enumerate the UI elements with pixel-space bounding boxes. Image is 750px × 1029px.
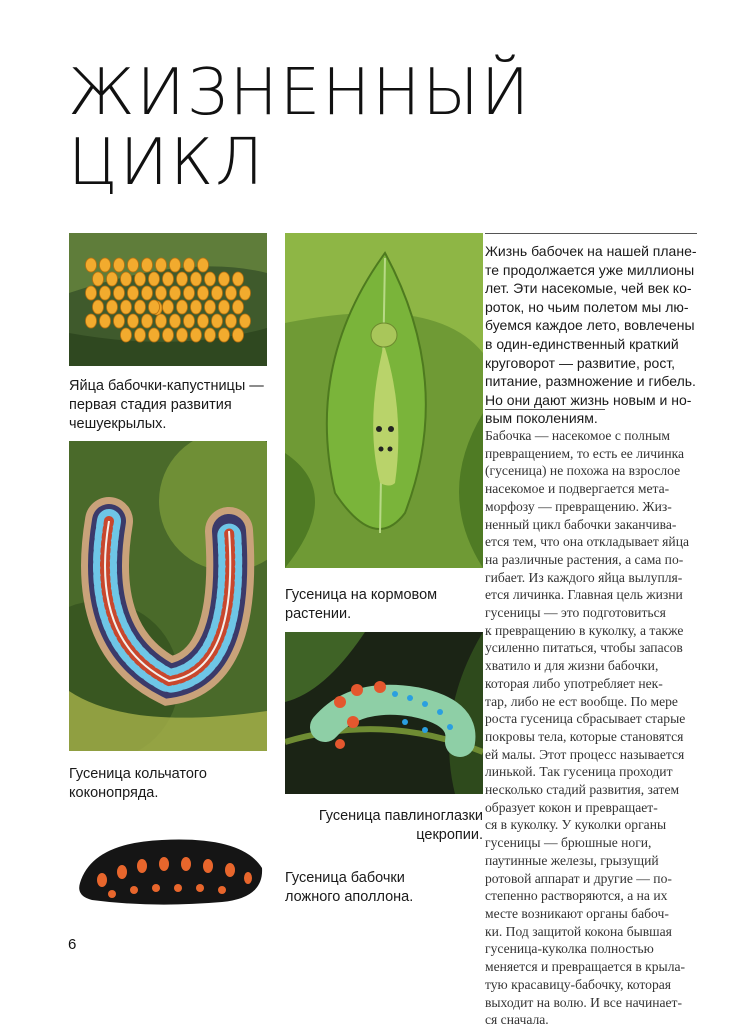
- lead-bottom-rule: [485, 409, 605, 410]
- egg-shape: [156, 258, 167, 272]
- lead-line: вым поколениям.: [485, 410, 598, 427]
- egg-shape: [184, 314, 195, 328]
- body-line: гусеницы — брюшные ноги,: [485, 835, 652, 851]
- egg-shape: [163, 328, 174, 342]
- body-line: линькой. Так гусеница проходит: [485, 764, 673, 780]
- body-line: морфозу — превращению. Жиз-: [485, 498, 672, 514]
- egg-shape: [149, 300, 160, 314]
- body-line: меняется и превращается в крыла-: [485, 959, 686, 975]
- caption-line: цекропии.: [416, 827, 483, 843]
- egg-shape: [226, 286, 237, 300]
- egg-shape: [128, 286, 139, 300]
- body-line: которая либо употребляет нек-: [485, 675, 663, 691]
- egg-shape: [184, 286, 195, 300]
- caption-ringed-caterpillar: [69, 765, 269, 803]
- body-line: ся сначала.: [485, 1012, 549, 1028]
- body-line: насекомое и подвергается мета-: [485, 481, 670, 497]
- body-line: ся в куколку. У куколки органы: [485, 817, 667, 833]
- body-line: гибает. Из каждого яйца вылупля-: [485, 569, 683, 585]
- body-line: ротовой аппарат и другие — по-: [485, 870, 672, 886]
- egg-shape: [198, 314, 209, 328]
- egg-shape: [170, 258, 181, 272]
- egg-shape: [205, 272, 216, 286]
- egg-shape: [233, 300, 244, 314]
- page-number: 6: [68, 936, 77, 953]
- lead-line: лет. Эти насекомые, чей век ко-: [485, 280, 692, 297]
- egg-shape: [240, 286, 251, 300]
- photo-ringed-caterpillar: [69, 441, 267, 751]
- egg-shape: [198, 286, 209, 300]
- caption-line: Гусеница кольчатого: [69, 766, 207, 782]
- egg-shape: [114, 286, 125, 300]
- lead-line: Жизнь бабочек на нашей плане-: [485, 243, 697, 259]
- caption-line: Гусеница бабочки: [285, 870, 405, 886]
- lead-line: Но они дают жизнь новым и но-: [485, 391, 692, 408]
- caption-line: чешуекрылых.: [69, 416, 167, 432]
- egg-shape: [93, 300, 104, 314]
- caption-line: Гусеница на кормовом: [285, 587, 438, 603]
- egg-shape: [135, 272, 146, 286]
- egg-shape: [177, 328, 188, 342]
- egg-shape: [149, 272, 160, 286]
- egg-shape: [156, 314, 167, 328]
- egg-shape: [219, 300, 230, 314]
- egg-shape: [142, 258, 153, 272]
- egg-shape: [198, 258, 209, 272]
- body-line: ется личинка. Главная цель жизни: [485, 587, 683, 603]
- egg-shape: [121, 272, 132, 286]
- egg-shape: [184, 258, 195, 272]
- body-line: хватило и для жизни бабочки,: [485, 658, 659, 674]
- egg-shape: [149, 328, 160, 342]
- egg-shape: [233, 272, 244, 286]
- lead-line: в один-единственный краткий: [485, 335, 679, 352]
- photo-false-apollo-caterpillar: [72, 828, 267, 910]
- egg-shape: [170, 314, 181, 328]
- egg-shape: [219, 328, 230, 342]
- egg-shape: [107, 300, 118, 314]
- body-paragraph: [485, 427, 703, 1029]
- body-line: месте возникают органы бабоч-: [485, 905, 669, 921]
- egg-shape: [128, 258, 139, 272]
- egg-shape: [212, 286, 223, 300]
- lead-line: те продолжается уже миллионы: [485, 261, 695, 278]
- body-line: гусеница-куколка полностью: [485, 941, 654, 957]
- caption-false-apollo: [285, 869, 485, 907]
- egg-shape: [86, 314, 97, 328]
- egg-shape: [121, 328, 132, 342]
- body-line: к превращению в куколку, а также: [485, 622, 684, 638]
- body-line: гусеницы — это подготовиться: [485, 605, 666, 621]
- lead-line: роток, но чьим полетом мы лю-: [485, 298, 689, 315]
- photo-cecropia-caterpillar: [285, 632, 483, 794]
- body-line: усиленно питаться, чтобы запасов: [485, 640, 683, 656]
- lead-line: буемся каждое лето, вовлечены: [485, 317, 695, 334]
- lead-top-rule: [485, 233, 697, 234]
- egg-shape: [86, 286, 97, 300]
- egg-shape: [170, 286, 181, 300]
- body-line: тую красавицу-бабочку, которая: [485, 976, 672, 992]
- caption-line: первая стадия развития: [69, 397, 232, 413]
- caption-line: Гусеница павлиноглазки: [318, 808, 483, 824]
- lead-paragraph: [485, 242, 700, 428]
- egg-shape: [163, 300, 174, 314]
- egg-shape: [191, 300, 202, 314]
- body-line: образует кокон и превращает-: [485, 799, 658, 815]
- lead-line: круговорот — развитие, рост,: [485, 354, 676, 371]
- body-line: ется тем, что она откладывает яйца: [485, 534, 690, 550]
- page-title-line-1: ЖИЗНЕННЫЙ: [68, 56, 532, 130]
- egg-shape: [163, 272, 174, 286]
- egg-shape: [93, 272, 104, 286]
- egg-shape: [233, 328, 244, 342]
- egg-shape: [142, 286, 153, 300]
- egg-shape: [205, 300, 216, 314]
- egg-shape: [128, 314, 139, 328]
- egg-shape: [226, 314, 237, 328]
- body-line: ки. Под защитой кокона бывшая: [485, 923, 672, 939]
- body-line: степенно растворяются, а на их: [485, 888, 668, 904]
- photo-caterpillar-on-food-plant: [285, 233, 483, 568]
- caption-line: ложного аполлона.: [285, 889, 414, 905]
- egg-shape: [100, 258, 111, 272]
- body-line: роста гусеница сбрасывает старые: [485, 711, 686, 727]
- egg-shape: [114, 258, 125, 272]
- egg-shape: [177, 272, 188, 286]
- egg-shape: [107, 272, 118, 286]
- egg-shape: [142, 314, 153, 328]
- egg-shape: [191, 272, 202, 286]
- caption-line: Яйца бабочки-капустницы —: [69, 378, 264, 394]
- caption-cecropia: [285, 807, 483, 845]
- body-line: ненный цикл бабочки заканчива-: [485, 516, 677, 532]
- egg-shape: [121, 300, 132, 314]
- egg-shape: [191, 328, 202, 342]
- body-line: несколько стадий развития, затем: [485, 782, 680, 798]
- egg-shape: [177, 300, 188, 314]
- egg-shape: [100, 314, 111, 328]
- caption-line: коконопряда.: [69, 785, 159, 801]
- egg-shape: [114, 314, 125, 328]
- body-line: на различные растения, а сама по-: [485, 551, 684, 567]
- lead-line: питание, размножение и гибель.: [485, 373, 696, 390]
- body-line: (гусеница) не похожа на взрослое: [485, 463, 681, 479]
- egg-shape: [156, 286, 167, 300]
- egg-shape: [135, 300, 146, 314]
- body-line: покровы тела, которые становятся: [485, 728, 684, 744]
- body-line: ей малы. Этот процесс называется: [485, 746, 685, 762]
- page-title: [68, 58, 708, 198]
- body-line: паутинные железы, грызущий: [485, 852, 659, 868]
- egg-shape: [135, 328, 146, 342]
- caption-food-plant: [285, 586, 480, 624]
- egg-shape: [219, 272, 230, 286]
- photo-cabbage-butterfly-eggs: [69, 233, 267, 366]
- egg-shape: [212, 314, 223, 328]
- page-title-line-2: ЦИКЛ: [68, 126, 266, 200]
- egg-shape: [100, 286, 111, 300]
- egg-shape: [240, 314, 251, 328]
- egg-shape: [86, 258, 97, 272]
- egg-shape: [205, 328, 216, 342]
- caption-line: растении.: [285, 606, 352, 622]
- body-line: тар, либо не ест вообще. По мере: [485, 693, 678, 709]
- body-line: Бабочка — насекомое с полным: [485, 428, 670, 443]
- body-line: превращением, то есть ее личинка: [485, 445, 685, 461]
- caption-eggs: [69, 377, 279, 434]
- body-line: выходит на волю. И все начинает-: [485, 994, 683, 1010]
